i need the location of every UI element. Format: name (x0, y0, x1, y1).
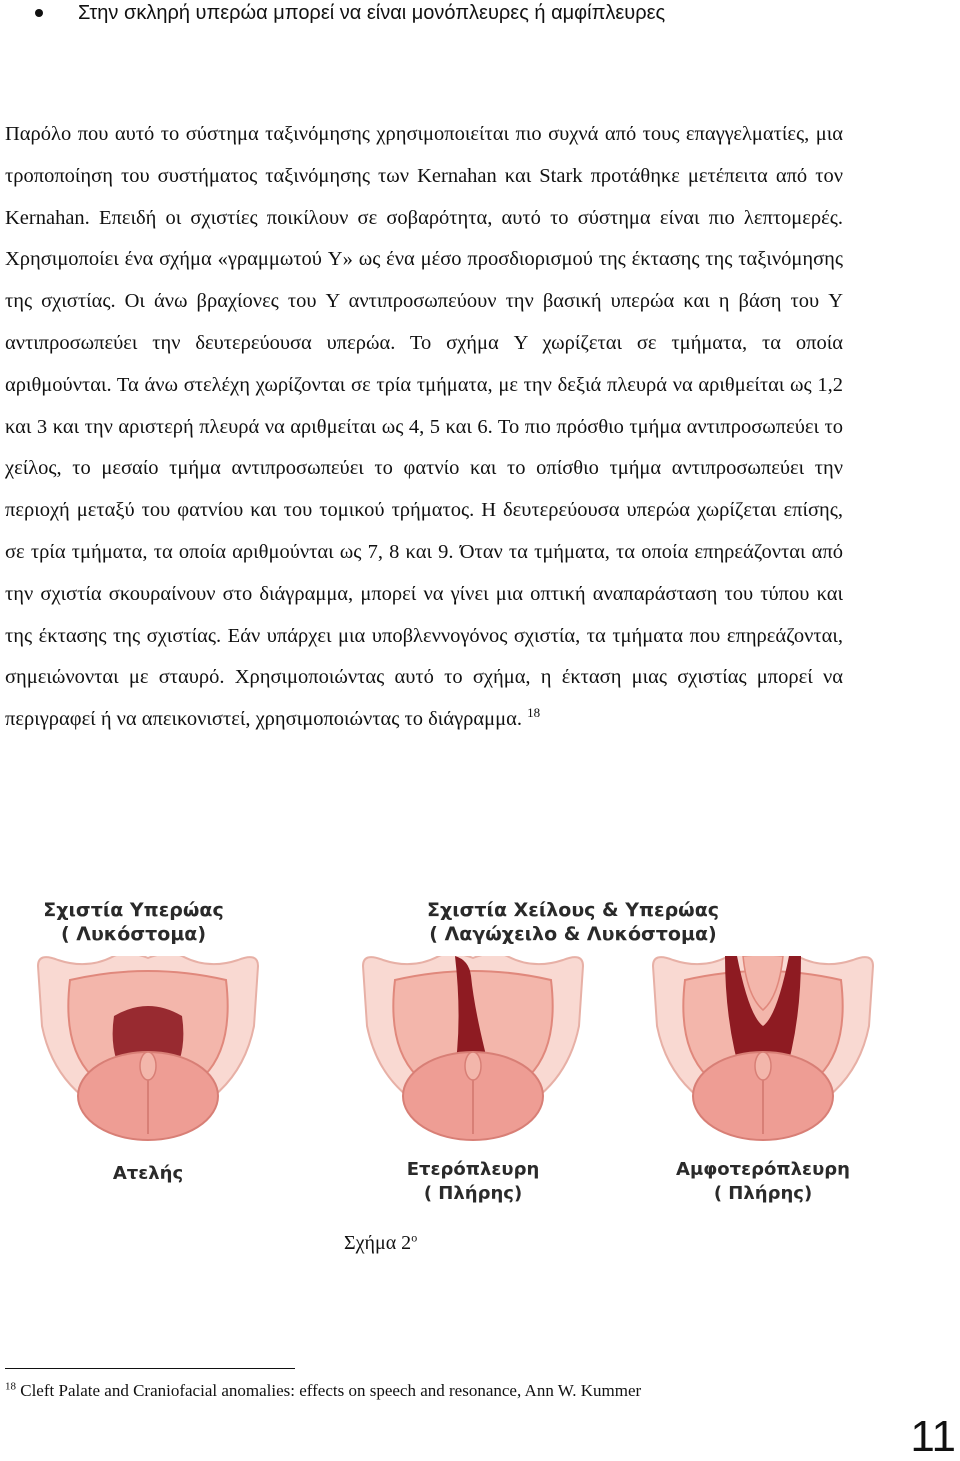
figure-title-right-line1: Σχιστία Χείλους & Υπερώας (426, 899, 720, 921)
page-number: 11 (910, 1412, 956, 1461)
cleft-palate-figure (18, 886, 923, 1216)
bullet-item (0, 0, 960, 28)
palate-illustration-incomplete (18, 956, 278, 1156)
bullet-text: Στην σκληρή υπερώα μπορεί να είναι μονόπλευρες ή αμφίπλευρες (78, 2, 666, 24)
footnote-ref: 18 (5, 1380, 16, 1393)
panel-label-incomplete-line1: Ατελής (112, 1163, 184, 1184)
panel-label-unilateral-line2: ( Πλήρης) (423, 1183, 523, 1204)
figure-title-left-line1: Σχιστία Υπερώας (43, 899, 224, 921)
reference-superscript: 18 (527, 705, 541, 721)
palate-illustration-bilateral (633, 956, 893, 1156)
figure-title-right (403, 898, 743, 946)
panel-label-bilateral (633, 1158, 893, 1206)
footnote-divider (5, 1368, 295, 1369)
figure-title-left-line2: ( Λυκόστομα) (60, 923, 207, 945)
footnote (5, 1381, 641, 1401)
figure-caption-superscript: ο (411, 1230, 418, 1245)
figure-caption-text: Σχήμα 2 (344, 1232, 412, 1254)
paragraph-text: Παρόλο που αυτό το σύστημα ταξινόμησης χρησιμοποιείται πιο συχνά από τους επαγγελματίες, μια τροποποίηση του συστήματος ταξινόμησης των Kernahan και Stark προτάθηκε μετέπειτα από τον Kernahan. Επειδή οι σχιστίες ποικίλουν σε σοβαρότητα, αυτό το σύστημα είναι πιο λεπτομερές. Χρησιμοποίει ένα σχήμα «γραμμωτού Y» ως ένα μέσο προσδιορισμού της έκτασης της ταξινόμησης της σχιστίας. Οι άνω βραχίονες του Y αντιπροσωπεύουν την βασική υπερώα και η βάση του Y αντιπροσωπεύει την δευτερεύουσα υπερώα. Το σχήμα Y χωρίζεται σε τμήματα, τα οποία αριθμούνται. Τα άνω στελέχη χωρίζονται σε τρία τμήματα, με την δεξιά πλευρά να αριθμείται ως 1,2 και 3 και την αριστερή πλευρά να αριθμείται ως 4, 5 και 6. Το πιο πρόσθιο τμήμα αντιπροσωπεύει το χείλος, το μεσαίο τμήμα αντιπροσωπεύει το φατνίο και το οπίσθιο τμήμα αντιπροσωπεύει την περιοχή μεταξύ του φατνίου και του τομικού τρήματος. Η δευτερεύουσα υπερώα χωρίζεται επίσης, σε τρία τμήματα, τα οποία αριθμούνται ως 7, 8 και 9. Όταν τα τμήματα, τα οποία επηρεάζονται από την σχιστία σκουραίνουν στο διάγραμμα, μπορεί να γίνει μια οπτική αναπαράσταση του τύπου και της έκτασης της σχιστίας. Εάν υπάρχει μια υποβλεννογόνος σχιστία, τα τμήματα που επηρεάζονται, σημειώνονται με σταυρό. Χρησιμοποιώντας αυτό το σχήμα, η έκταση μιας σχιστίας μπορεί να περιγραφεί ή να απεικονιστεί, χρησιμοποιώντας το διάγραμμα. (5, 123, 843, 731)
panel-label-incomplete (78, 1162, 218, 1186)
body-paragraph (5, 114, 843, 741)
panel-label-bilateral-line1: Αμφοτερόπλευρη (676, 1159, 850, 1180)
figure-caption (344, 1232, 417, 1255)
footnote-text: Cleft Palate and Craniofacial anomalies: effects on speech and resonance, Ann W. Kummer (20, 1381, 642, 1400)
panel-label-unilateral-line1: Ετερόπλευρη (406, 1159, 540, 1180)
panel-label-bilateral-line2: ( Πλήρης) (713, 1183, 813, 1204)
palate-illustration-unilateral (343, 956, 603, 1156)
figure-title-right-line2: ( Λαγώχειλο & Λυκόστομα) (429, 923, 717, 945)
bullet-marker (35, 9, 43, 17)
panel-label-unilateral (343, 1158, 603, 1206)
figure-title-left (36, 898, 231, 946)
